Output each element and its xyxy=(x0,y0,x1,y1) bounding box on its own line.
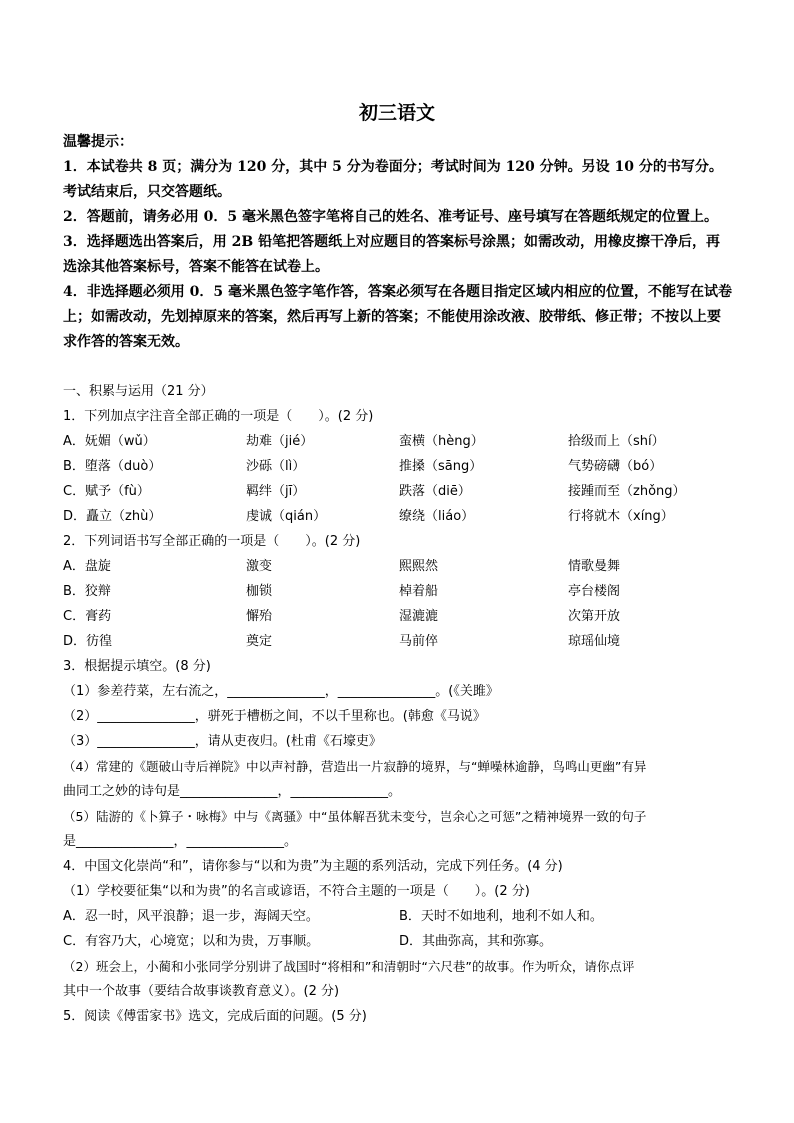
q2-option-row xyxy=(63,579,733,604)
option-item: C．有容乃大，心境宽；以和为贵，万事顺。 xyxy=(63,934,320,949)
q4-sub-question: 其中一个故事（要结合故事谈教育意义）。(2 分) xyxy=(63,984,340,999)
option-item: 气势磅礴（bó） xyxy=(568,459,663,474)
option-item: 懈殆 xyxy=(246,609,273,624)
q2-option-row xyxy=(63,629,733,654)
option-item: 劫难（jié） xyxy=(246,434,314,449)
option-item: C．赋予（fù） xyxy=(63,484,150,499)
option-item: 羁绊（jī） xyxy=(246,484,306,499)
q2-option-row xyxy=(63,604,733,629)
q3-line: 是_______________，_______________。 xyxy=(63,834,298,849)
q4-option-row xyxy=(63,929,733,954)
tip-item: 4．非选择题必须用 0．5 毫米黑色签字笔作答，答案必须写在各题目指定区域内相应的位置，不能写在试卷上；如需改动，先划掉原来的答案，然后再写上新的答案；不能使用涂改液、胶带纸、修正带；不按以上要求作答的答案无效。 xyxy=(63,284,732,350)
question-2-stem: 2．下列词语书写全部正确的一项是（ ）。(2 分) xyxy=(63,534,361,549)
q2-option-row xyxy=(63,554,733,579)
question-1-stem: 1．下列加点字注音全部正确的一项是（ ）。(2 分) xyxy=(63,409,374,424)
question-5-stem: 5．阅读《傅雷家书》选文，完成后面的问题。(5 分) xyxy=(63,1009,367,1024)
option-item: A．忍一时，风平浪静；退一步，海阔天空。 xyxy=(63,909,319,924)
q4-sub-question: （2）班会上，小蔺和小张同学分别讲了战国时“将相和”和清朝时“六尺巷”的故事。作为听众，请你点评 xyxy=(63,959,635,974)
option-item: 沙砾（lì） xyxy=(246,459,306,474)
option-item: 奠定 xyxy=(246,634,273,649)
tip-item: 3．选择题选出答案后，用 2B 铅笔把答题纸上对应题目的答案标号涂黑；如需改动，用橡皮擦干净后，再选涂其他答案标号，答案不能答在试卷上。 xyxy=(63,234,721,275)
q3-line: （3）_______________，请从吏夜归。(杜甫《石壕吏》 xyxy=(63,734,382,749)
option-item: 熙熙然 xyxy=(399,559,439,574)
option-item: 蛮横（hèng） xyxy=(399,434,484,449)
tips-block xyxy=(63,130,733,355)
option-item: D．其曲弥高，其和弥寡。 xyxy=(399,934,553,949)
option-item: 湿漉漉 xyxy=(399,609,439,624)
question-3-stem: 3．根据提示填空。(8 分) xyxy=(63,659,211,674)
option-item: A．盘旋 xyxy=(63,559,111,574)
option-item: 虔诚（qián） xyxy=(246,509,327,524)
option-item: 次第开放 xyxy=(568,609,621,624)
q3-line: （4）常建的《题破山寺后禅院》中以声衬静，营造出一片寂静的境界，与“蝉噪林逾静，鸟鸣山更幽”有异 xyxy=(63,759,647,774)
q1-option-row xyxy=(63,454,733,479)
option-item: 拾级而上（shí） xyxy=(568,434,665,449)
q4-option-row xyxy=(63,904,733,929)
page-title: 初三语文 xyxy=(358,102,435,124)
option-item: 缭绕（liáo） xyxy=(399,509,475,524)
option-item: 枷锁 xyxy=(246,584,273,599)
option-item: 亭台楼阁 xyxy=(568,584,621,599)
tips-heading: 温馨提示： xyxy=(63,134,133,150)
option-item: B．天时不如地利，地利不如人和。 xyxy=(399,909,603,924)
q4-sub-question: （1）学校要征集“以和为贵”的名言或谚语，不符合主题的一项是（ ）。(2 分) xyxy=(63,884,530,899)
tip-item: 2．答题前，请务必用 0．5 毫米黑色签字笔将自己的姓名、准考证号、座号填写在答题纸规定的位置上。 xyxy=(63,209,718,225)
option-item: D．矗立（zhù） xyxy=(63,509,162,524)
q3-line: （1）参差荇菜，左右流之，_______________，_______________。(《关雎》 xyxy=(63,684,499,699)
q1-option-row xyxy=(63,429,733,454)
option-item: 推搡（sāng） xyxy=(399,459,483,474)
q3-line: 曲同工之妙的诗句是_______________，_______________。 xyxy=(63,784,402,799)
q3-line: （5）陆游的《卜算子・咏梅》中与《离骚》中“虽体解吾犹未变兮，岂余心之可惩”之精神境界一致的句子 xyxy=(63,809,647,824)
q1-option-row xyxy=(63,504,733,529)
option-item: 棹着船 xyxy=(399,584,439,599)
option-item: 激变 xyxy=(246,559,273,574)
option-item: D．彷徨 xyxy=(63,634,113,649)
section-heading: 一、积累与运用（21 分） xyxy=(63,384,214,399)
option-item: B．堕落（duò） xyxy=(63,459,162,474)
option-item: 琼瑶仙境 xyxy=(568,634,621,649)
option-item: 马前倅 xyxy=(399,634,439,649)
option-item: 行将就木（xíng） xyxy=(568,509,674,524)
q1-option-row xyxy=(63,479,733,504)
option-item: 跌落（diē） xyxy=(399,484,471,499)
q3-line: （2）_______________，骈死于槽枥之间，不以千里称也。(韩愈《马说》 xyxy=(63,709,486,724)
option-item: C．膏药 xyxy=(63,609,112,624)
question-4-stem: 4．中国文化崇尚“和”，请你参与“以和为贵”为主题的系列活动，完成下列任务。(4 分) xyxy=(63,859,563,874)
option-item: 情歌曼舞 xyxy=(568,559,621,574)
option-item: B．狡辩 xyxy=(63,584,111,599)
option-item: 接踵而至（zhǒng） xyxy=(568,484,686,499)
tip-item: 1．本试卷共 8 页；满分为 120 分，其中 5 分为卷面分；考试时间为 120 分钟。另设 10 分的书写分。考试结束后，只交答题纸。 xyxy=(63,159,723,200)
option-item: A．妩媚（wǔ） xyxy=(63,434,156,449)
